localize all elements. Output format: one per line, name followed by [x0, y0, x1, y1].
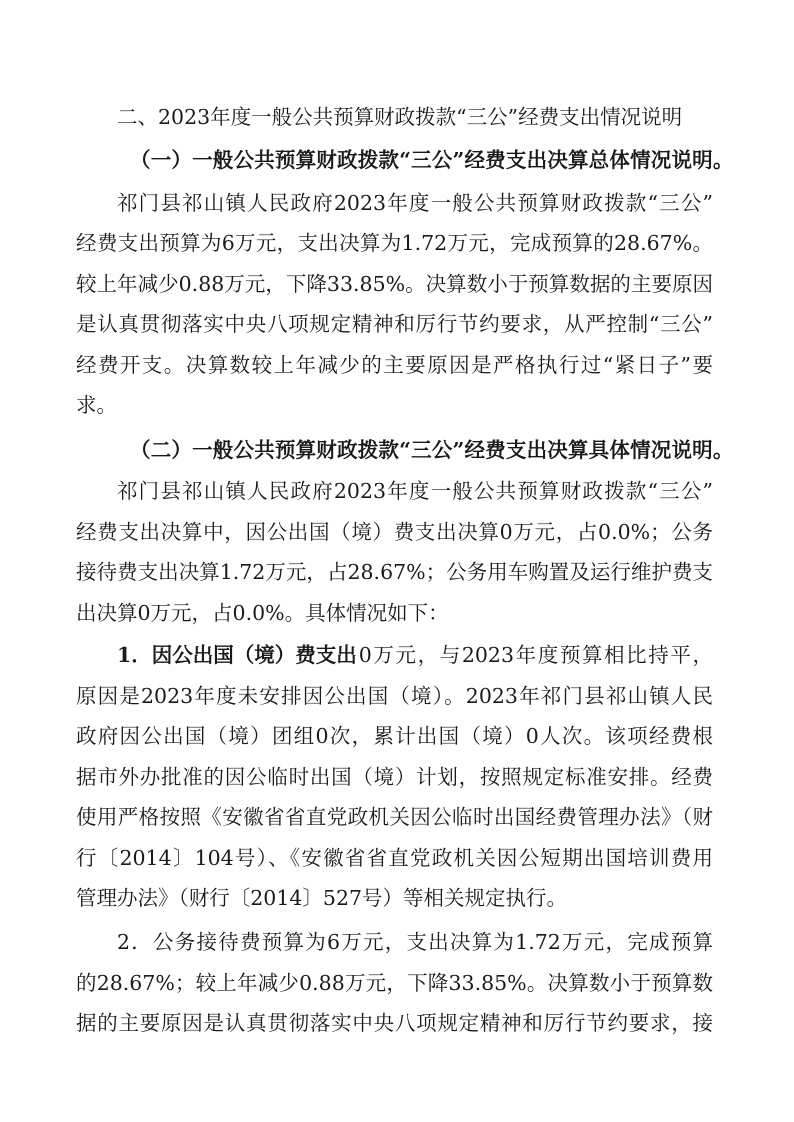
- paragraph-3-first-line: [117, 642, 713, 668]
- paragraph-3-line: 据市外办批准的因公临时出国（境）计划，按照规定标准安排。经费: [76, 765, 713, 789]
- paragraph-1-line: 求。: [76, 393, 117, 417]
- paragraph-1-line: 经费开支。决算数较上年减少的主要原因是严格执行过“紧日子”要: [76, 353, 713, 377]
- paragraph-1-line: 较上年减少0.88万元，下降33.85%。决算数小于预算数据的主要原因: [76, 272, 713, 296]
- paragraph-3-line: 原因是2023年度未安排因公出国（境）。2023年祁门县祁山镇人民: [76, 684, 713, 708]
- subsection-title-1: （一）一般公共预算财政拨款“三公”经费支出决算总体情况说明。: [130, 148, 734, 172]
- section-title: 二、2023年度一般公共预算财政拨款“三公”经费支出情况说明: [117, 105, 683, 129]
- paragraph-2-line: 经费支出决算中，因公出国（境）费支出决算0万元，占0.0%；公务: [76, 520, 713, 544]
- paragraph-1-line: 是认真贯彻落实中央八项规定精神和厉行节约要求，从严控制“三公”: [76, 312, 713, 336]
- paragraph-3-line: 管理办法》（财行〔2014〕527号）等相关规定执行。: [76, 886, 568, 910]
- paragraph-2-line: 祁门县祁山镇人民政府2023年度一般公共预算财政拨款“三公”: [117, 479, 713, 503]
- paragraph-3-line: 行〔2014〕104号）、《安徽省省直党政机关因公短期出国培训费用: [76, 846, 713, 870]
- paragraph-4-line: 的28.67%；较上年减少0.88万元，下降33.85%。决算数小于预算数: [76, 971, 713, 995]
- paragraph-4-line: 据的主要原因是认真贯彻落实中央八项规定精神和厉行节约要求，接: [76, 1011, 713, 1035]
- paragraph-4-line: 2．公务接待费预算为6万元，支出决算为1.72万元，完成预算: [117, 930, 713, 954]
- paragraph-1-line: 祁门县祁山镇人民政府2023年度一般公共预算财政拨款“三公”: [117, 191, 713, 215]
- paragraph-2-line: 接待费支出决算1.72万元，占28.67%；公务用车购置及运行维护费支: [76, 560, 713, 584]
- paragraph-2-line: 出决算0万元，占0.0%。具体情况如下：: [76, 601, 449, 625]
- paragraph-3-line: 政府因公出国（境）团组0次，累计出国（境）0人次。该项经费根: [76, 724, 713, 748]
- paragraph-1-line: 经费支出预算为6万元，支出决算为1.72万元，完成预算的28.67%。: [76, 231, 713, 255]
- paragraph-3-line: 使用严格按照《安徽省省直党政机关因公临时出国经费管理办法》（财: [76, 805, 713, 829]
- paragraph-3-line: 0万元，与2023年度预算相比持平，: [358, 643, 713, 667]
- paragraph-3-lead: 1．因公出国（境）费支出: [117, 643, 357, 667]
- subsection-title-2: （二）一般公共预算财政拨款“三公”经费支出决算具体情况说明。: [130, 438, 734, 462]
